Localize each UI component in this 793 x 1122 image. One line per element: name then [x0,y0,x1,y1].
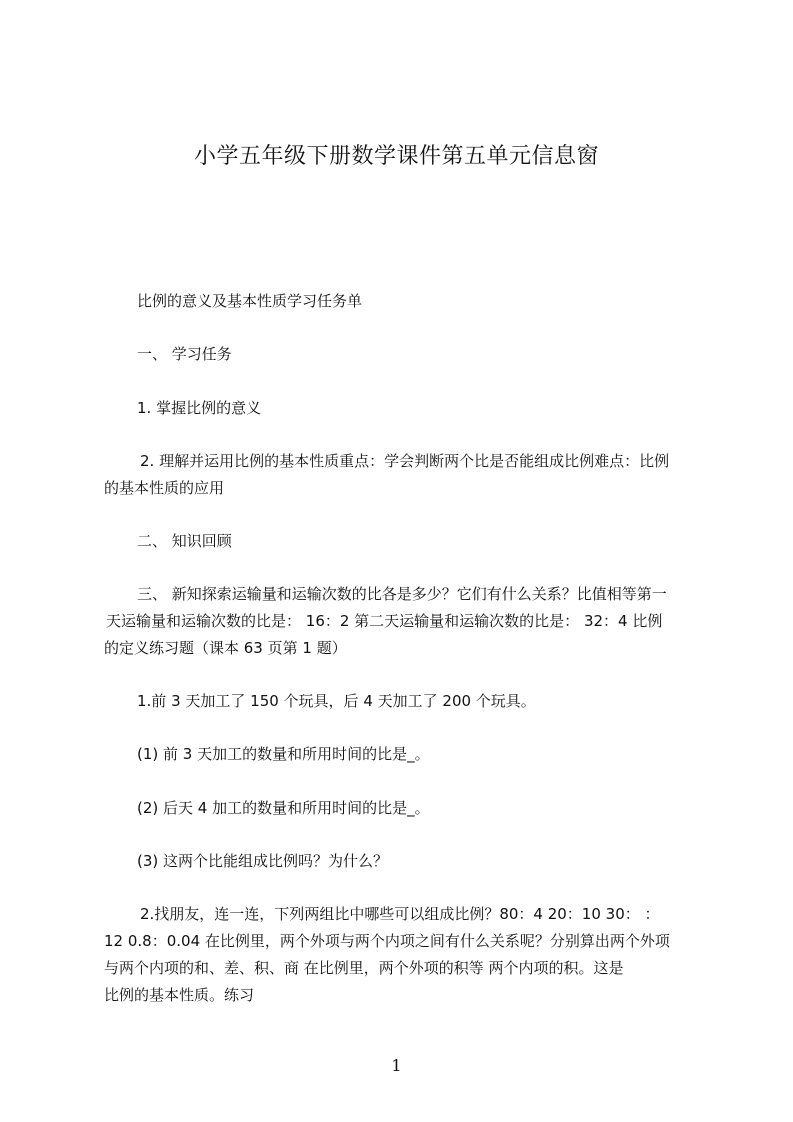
heading-learning-tasks: 一、 学习任务 [137,345,232,363]
exercise-1: 1.前 3 天加工了 150 个玩具，后 4 天加工了 200 个玩具。 [137,692,536,710]
exercise-2-line-4: 比例的基本性质。练习 [104,986,255,1004]
section-heading: 比例的意义及基本性质学习任务单 [137,292,363,310]
exercise-2: 2.找朋友，连一连，下列两组比中哪些可以组成比例？80：4 20：10 30： ： [140,905,660,923]
exercise-2-line-2: 12 0.8：0.04 在比例里，两个外项与两个内项之间有什么关系呢？分别算出两个外项 [104,932,670,950]
exercise-1-part-3: (3) 这两个比能组成比例吗？为什么？ [137,852,389,870]
paragraph-new-knowledge-line-3: 的定义练习题（课本 63 页第 1 题） [104,639,347,657]
heading-knowledge-review: 二、 知识回顾 [137,532,232,550]
page-number: 1 [391,1056,402,1075]
paragraph-new-knowledge: 三、 新知探索运输量和运输次数的比各是多少？它们有什么关系？比值相等第一 [137,585,667,603]
task-item-2: 2. 理解并运用比例的基本性质重点：学会判断两个比是否能组成比例难点：比例 [140,452,670,470]
exercise-1-part-1: (1) 前 3 天加工的数量和所用时间的比是_。 [137,745,430,763]
page-title: 小学五年级下册数学课件第五单元信息窗 [193,144,599,169]
task-item-2-continued: 的基本性质的应用 [104,479,225,497]
task-item-1: 1. 掌握比例的意义 [137,399,262,417]
exercise-2-line-3: 与两个内项的和、差、积、商 在比例里，两个外项的积等 两个内项的积。这是 [104,959,624,977]
paragraph-new-knowledge-line-2: 天运输量和运输次数的比是： 16：2 第二天运输量和运输次数的比是： 32：4 比例 [106,612,663,630]
exercise-1-part-2: (2) 后天 4 加工的数量和所用时间的比是_。 [137,799,430,817]
